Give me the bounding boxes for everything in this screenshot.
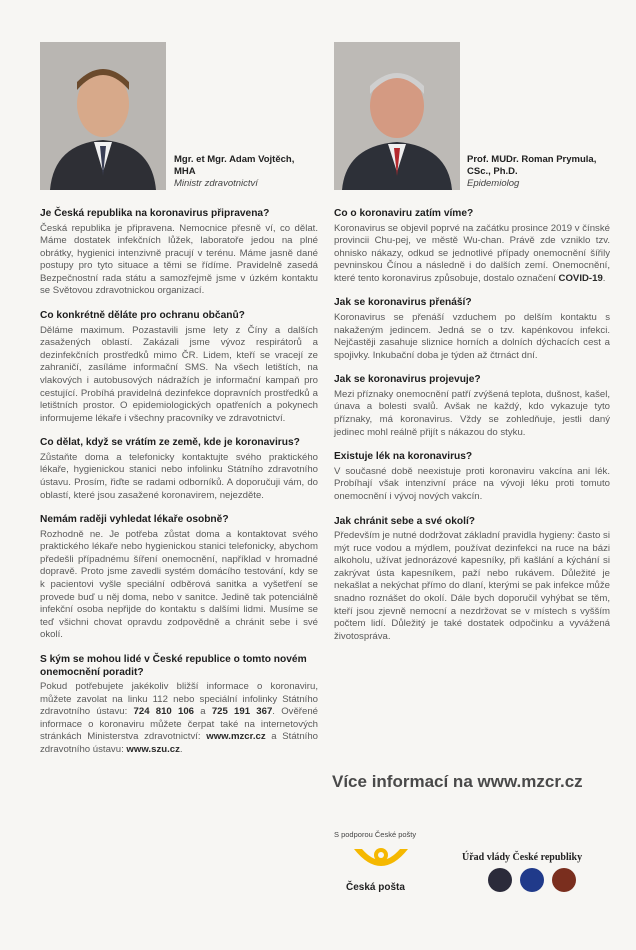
government-seal-emblem-icon [552, 868, 576, 892]
szu-website: www.szu.cz [126, 744, 180, 755]
answer-text: Mezi příznaky onemocnění patří zvýšená teplota, dušnost, kašel, únava a bolesti svalů. Avšak ne každý, kdo vykazuje tyto příznaky, má koronavirus. Vždy se zohledňuje, jestli daný jedinec mohl reálně přijít s nákazou do styku. [334, 388, 610, 438]
caption-left [174, 154, 314, 190]
infoline-phone-2: 725 191 367 [211, 706, 273, 718]
photo-adam-vojtech [40, 42, 166, 190]
ceska-posta-horn-icon [346, 843, 416, 883]
photo-roman-prymula [334, 42, 460, 190]
czech-lion-emblem-icon [488, 868, 512, 892]
caption-right [467, 154, 617, 190]
answer-text: Především je nutné dodržovat základní pravidla hygieny: často si mýt ruce vodou a mýdlem, používat dezinfekci na ruce na bázi alkoholu, užívat jednorázové kapesníky, při kašlání a kýchání si zakrývat ústa kapesníkem, paží nebo rukávem. Důležité je nekašlat a nekýchat přímo do dlaní, kterými se pak infekce může snadno roznášet do okolí. Dále bych doporučil vyhýbat se těm, kteří jsou zjevně nemocní a nezdržovat se v místech s vyšším počtem lidí. Důležitý je také dostatek odpočinku a vyvážená životospráva. [334, 530, 610, 642]
answer-text [334, 223, 610, 286]
question-heading: Co dělat, když se vrátím ze země, kde je koronavirus? [40, 437, 300, 449]
answer-text: Česká republika je připravena. Nemocnice přesně ví, co dělat. Máme dostatek infekčních lůžek, laboratoře jedou na plné obrátky, hygienici intenzivně pracují v terénu. Máme jasně dané postupy pro tyto situace a těmi se řídíme. Pravidelně zasedá Bezpečnostní rada státu a samozřejmě jsme v úzkém kontaktu se Světovou zdravotnickou organizací. [40, 222, 318, 297]
ceska-posta-name: Česká pošta [346, 882, 405, 893]
answer-text: Děláme maximum. Pozastavili jsme lety z Číny a dalších zasažených oblastí. Zakázali jsme vývoz respirátorů a dezinfekčních prostředků mimo ČR. Lidem, kteří se vracejí ze zahraničí, zasíláme informační SMS. Na všech letištích, na vlakových i autobusových nádražích je informační kampaň pro cestující. Probíhá pravidelná dezinfekce dopravních prostředků a letištních prostor. O epidemiologických opatřeních a pokynech informujeme lékaře i všechny pracovníky ve zdravotnictví. [40, 324, 318, 424]
disease-name: COVID-19 [558, 272, 603, 284]
right-qa-column [334, 208, 610, 655]
question-heading: Jak se koronavirus projevuje? [334, 374, 481, 386]
question-heading: Jak chránit sebe a své okolí? [334, 515, 475, 527]
portrait-illustration [334, 42, 460, 190]
person-title: Ministr zdravotnictví [174, 178, 258, 189]
question-heading: Je Česká republika na koronavirus připravena? [40, 208, 270, 219]
portrait-illustration [40, 42, 166, 190]
answer-text: Zůstaňte doma a telefonicky kontaktujte svého praktického lékaře, hygienickou stanici nebo infolinku Státního zdravotního ústavu. Prosím, řiďte se radami odborníků. A doporučuji vám, do oblastí, které jsou zasažené koronavirem, nejezděte. [40, 451, 318, 501]
left-qa-column [40, 208, 318, 769]
more-info-link[interactable]: Více informací na www.mzcr.cz [332, 772, 583, 791]
text-run: a Státního zdravotního ústavu: [40, 731, 318, 755]
answer-text: V současné době neexistuje proti koronaviru vakcína ani lék. Probíhají však intenzivní práce na vývoji léku proti tomuto onemocnění i vývoj nových vakcín. [334, 465, 610, 502]
question-heading: Co konkrétně děláte pro ochranu občanů? [40, 310, 245, 322]
question-heading: Nemám raději vyhledat lékaře osobně? [40, 514, 229, 526]
text-run: Pokud potřebujete jakékoliv bližší informace o koronaviru, můžete zavolat na linku 112 nebo speciální infolinky Státního zdravotního ústavu: [40, 681, 318, 718]
text-run: Koronavirus se objevil poprvé na začátku prosince 2019 v čínské provincii Chu-pej, ve městě Wu-chan. Právě zde vzniklo tzv. ohnisko nákazy, odkud se jednotlivé případy onemocnění šířily pevninskou Čínou a následně i do dalších zemí. Onemocnění, které tento koronavirus způsobuje, dostalo označení [334, 222, 610, 284]
question-heading: Existuje lék na koronavirus? [334, 451, 473, 463]
answer-text [40, 681, 318, 757]
answer-text: Koronavirus se přenáší vzduchem po delším kontaktu s nakaženým jedincem. Jedná se o tzv. kapénkovou infekci. Nejčastěji zasahuje sliznice horních a dolních dýchacích cest a spojivky. Inkubační doba je týden až čtrnáct dní. [334, 311, 610, 361]
person-title: Epidemiolog [467, 178, 520, 189]
government-office-title: Úřad vlády České republiky [462, 852, 583, 863]
person-name: Prof. MUDr. Roman Prymula, CSc., Ph.D. [467, 154, 597, 177]
mzcr-website: www.mzcr.cz [206, 731, 266, 743]
question-heading: Jak se koronavirus přenáší? [334, 297, 472, 309]
text-run: . [602, 272, 606, 284]
support-label: S podporou České pošty [334, 830, 417, 839]
person-name: Mgr. et Mgr. Adam Vojtěch, MHA [174, 154, 295, 177]
question-heading: Co o koronaviru zatím víme? [334, 208, 474, 219]
question-heading: S kým se mohou lidé v České republice o tomto novém onemocnění poradit? [40, 654, 307, 678]
text-run: . Ověřené informace o koronaviru můžete čerpat také na internetových stránkách Ministerstva zdravotnictví: [40, 706, 318, 743]
infoline-phone-1: 724 810 106 [133, 706, 195, 718]
text-run: a [194, 706, 212, 718]
eu-stars-emblem-icon [520, 868, 544, 892]
text-run: . [179, 744, 183, 755]
answer-text: Rozhodně ne. Je potřeba zůstat doma a kontaktovat svého praktického lékaře nebo hygienickou stanici telefonicky, abychom předešli případnému šíření onemocnění, například v hromadné dopravě. Proto jsme zavedli systém domácího testování, kdy se k pacientovi vyšle speciální odběrová sanitka a vyšetření se provede buď u něj doma, nebo v sanitce. Jedině tak potenciálně infekční osoba nepřijde do kontaktu s dalšími lidmi. Musíme se teď všichni chovat opravdu zodpovědně a chránit sebe i své okolí. [40, 528, 318, 641]
